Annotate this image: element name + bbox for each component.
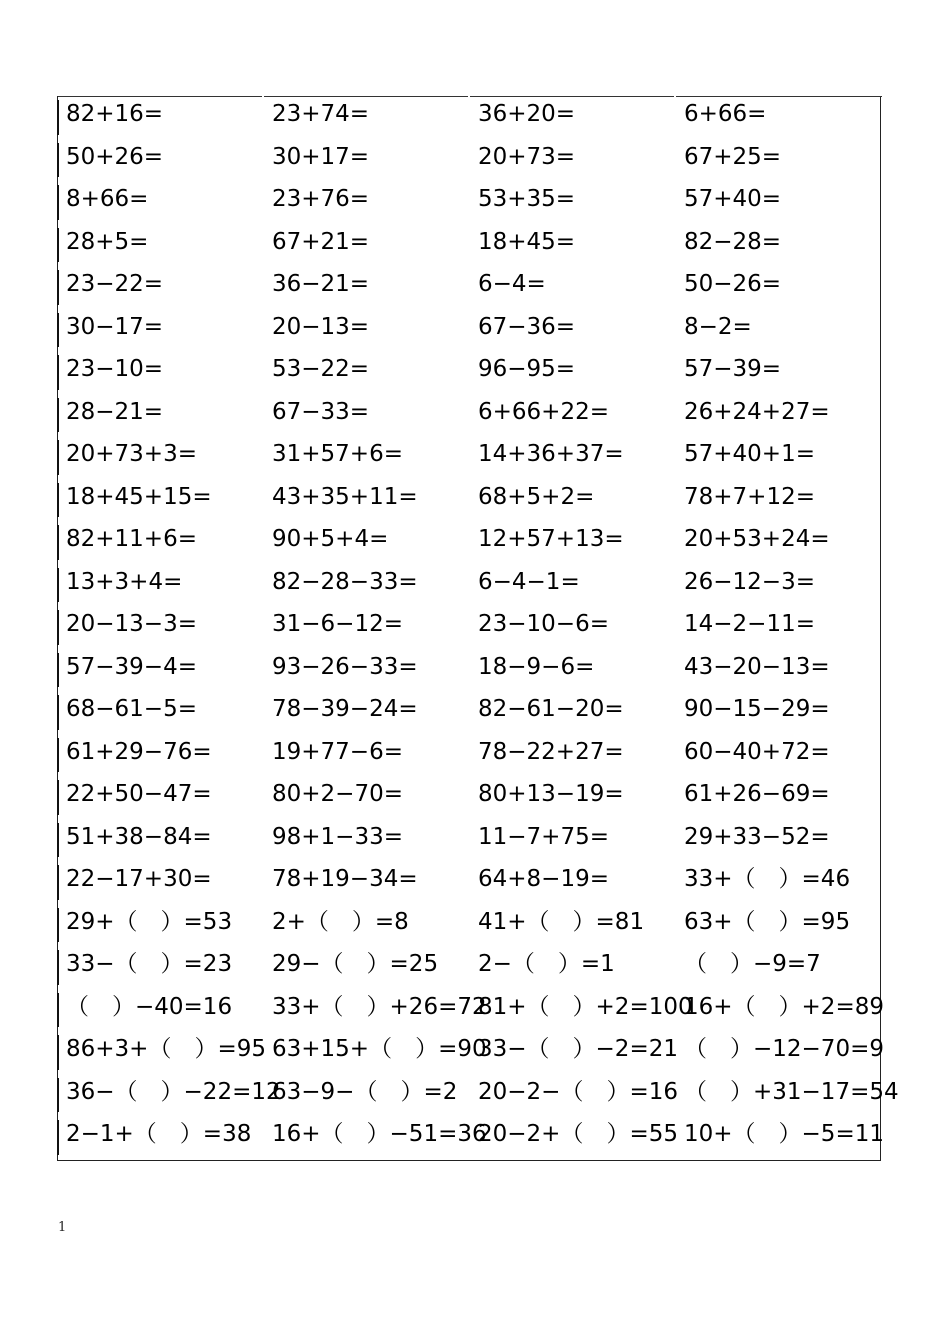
math-problem: 28+5= <box>58 224 264 267</box>
math-problem: 28−21= <box>58 394 264 437</box>
math-problem: 36+20= <box>478 101 576 127</box>
page-number: 1 <box>58 1220 67 1235</box>
math-problem: 30−17= <box>58 309 264 352</box>
math-problem: 23−10= <box>58 351 264 394</box>
math-problem: 82+11+6= <box>58 521 264 564</box>
math-problem: 51+38−84= <box>58 819 264 862</box>
math-problem: 78+19−34= <box>272 866 418 892</box>
math-problem: 33−（ ）=23 <box>58 946 264 989</box>
math-problem: 57−39= <box>684 356 782 382</box>
math-problem: 43−20−13= <box>684 653 830 680</box>
math-problem: 33+（ ）+26=72 <box>272 993 487 1020</box>
math-problem: （ ）+31−17=54 <box>684 1078 899 1105</box>
math-problem: （ ）−40=16 <box>58 989 264 1032</box>
math-problem: 90+5+4= <box>272 526 389 552</box>
math-problem: 13+3+4= <box>58 564 264 607</box>
math-problem: 19+77−6= <box>272 738 403 765</box>
math-problem: 31+57+6= <box>272 441 403 467</box>
math-problem: 57+40+1= <box>684 441 815 467</box>
math-problem: 6+66= <box>684 101 767 127</box>
math-problem: 31−6−12= <box>272 611 403 637</box>
math-problem: 8−2= <box>684 313 752 340</box>
math-problem: 78−22+27= <box>478 738 624 765</box>
math-problem: 50+26= <box>58 139 264 182</box>
math-problem: 29+（ ）=53 <box>58 904 264 947</box>
math-problem: 30+17= <box>272 143 370 170</box>
math-problem: 33+（ ）=46 <box>684 866 851 892</box>
math-problem: 33−（ ）−2=21 <box>478 1036 678 1062</box>
math-problem: （ ）−9=7 <box>684 951 821 977</box>
math-problem: 82+16= <box>58 96 264 139</box>
math-problem: 23+76= <box>272 186 370 212</box>
math-problem: （ ）−12−70=9 <box>684 1036 884 1062</box>
math-problem: 20−13−3= <box>58 606 264 649</box>
math-problem: 82−28−33= <box>272 568 418 595</box>
math-problem: 11−7+75= <box>478 823 609 850</box>
math-problem: 96−95= <box>478 356 576 382</box>
math-problem: 26−12−3= <box>684 568 815 595</box>
math-problem: 82−61−20= <box>478 696 624 722</box>
math-problem: 67−36= <box>478 313 576 340</box>
math-problem: 67−33= <box>272 398 370 425</box>
math-problem: 50−26= <box>684 271 782 297</box>
math-problem: 63+15+（ ）=90 <box>272 1036 487 1062</box>
math-problem: 10+（ ）−5=11 <box>684 1121 884 1147</box>
math-problem: 6−4−1= <box>478 568 580 595</box>
math-problem: 43+35+11= <box>272 483 418 510</box>
math-problem: 14−2−11= <box>684 611 815 637</box>
math-problem: 63−9−（ ）=2 <box>272 1078 458 1105</box>
math-problem: 23−22= <box>58 266 264 309</box>
math-problem: 18−9−6= <box>478 653 595 680</box>
math-problem: 36−（ ）−22=12 <box>58 1074 264 1117</box>
math-problem: 23−10−6= <box>478 611 609 637</box>
math-problem: 57+40= <box>684 186 782 212</box>
math-problem: 41+（ ）=81 <box>478 908 645 935</box>
math-problem: 78+7+12= <box>684 483 815 510</box>
math-problem: 36−21= <box>272 271 370 297</box>
math-problem: 93−26−33= <box>272 653 418 680</box>
math-problem: 2+（ ）=8 <box>272 908 409 935</box>
math-problem: 81+（ ）+2=100 <box>478 993 693 1020</box>
math-problem: 68−61−5= <box>58 691 264 734</box>
math-problem: 2−（ ）=1 <box>478 951 615 977</box>
math-problem: 68+5+2= <box>478 483 595 510</box>
math-problem: 22+50−47= <box>58 776 264 819</box>
math-problem: 80+13−19= <box>478 781 624 807</box>
math-problem: 57−39−4= <box>58 649 264 692</box>
math-problem: 16+（ ）−51=36 <box>272 1121 487 1147</box>
math-problem: 6−4= <box>478 271 546 297</box>
math-problem: 20−2−（ ）=16 <box>478 1078 678 1105</box>
math-problem: 8+66= <box>58 181 264 224</box>
math-problem: 53−22= <box>272 356 370 382</box>
math-problem: 67+25= <box>684 143 782 170</box>
math-problem: 63+（ ）=95 <box>684 908 851 935</box>
math-problem: 90−15−29= <box>684 696 830 722</box>
math-problem: 20+73= <box>478 143 576 170</box>
math-problem: 29+33−52= <box>684 823 830 850</box>
math-problem: 53+35= <box>478 186 576 212</box>
math-problem: 18+45+15= <box>58 479 264 522</box>
math-problem: 18+45= <box>478 228 576 255</box>
math-problem: 64+8−19= <box>478 866 609 892</box>
math-problem: 78−39−24= <box>272 696 418 722</box>
math-problem: 2−1+（ ）=38 <box>58 1116 264 1159</box>
math-problem: 20+73+3= <box>58 436 264 479</box>
math-problem: 12+57+13= <box>478 526 624 552</box>
problem-grid <box>58 96 899 1159</box>
math-problem: 23+74= <box>272 101 370 127</box>
math-problem: 80+2−70= <box>272 781 403 807</box>
math-problem: 14+36+37= <box>478 441 624 467</box>
worksheet-table <box>57 96 899 1161</box>
math-problem: 29−（ ）=25 <box>272 951 439 977</box>
math-problem: 6+66+22= <box>478 398 609 425</box>
math-problem: 26+24+27= <box>684 398 830 425</box>
math-problem: 67+21= <box>272 228 370 255</box>
math-problem: 86+3+（ ）=95 <box>58 1031 264 1074</box>
math-problem: 16+（ ）+2=89 <box>684 993 884 1020</box>
math-problem: 98+1−33= <box>272 823 403 850</box>
math-problem: 60−40+72= <box>684 738 830 765</box>
math-problem: 22−17+30= <box>58 861 264 904</box>
math-problem: 20−13= <box>272 313 370 340</box>
math-problem: 61+29−76= <box>58 734 264 777</box>
math-problem: 20+53+24= <box>684 526 830 552</box>
math-problem: 61+26−69= <box>684 781 830 807</box>
math-problem: 82−28= <box>684 228 782 255</box>
math-problem: 20−2+（ ）=55 <box>478 1121 678 1147</box>
